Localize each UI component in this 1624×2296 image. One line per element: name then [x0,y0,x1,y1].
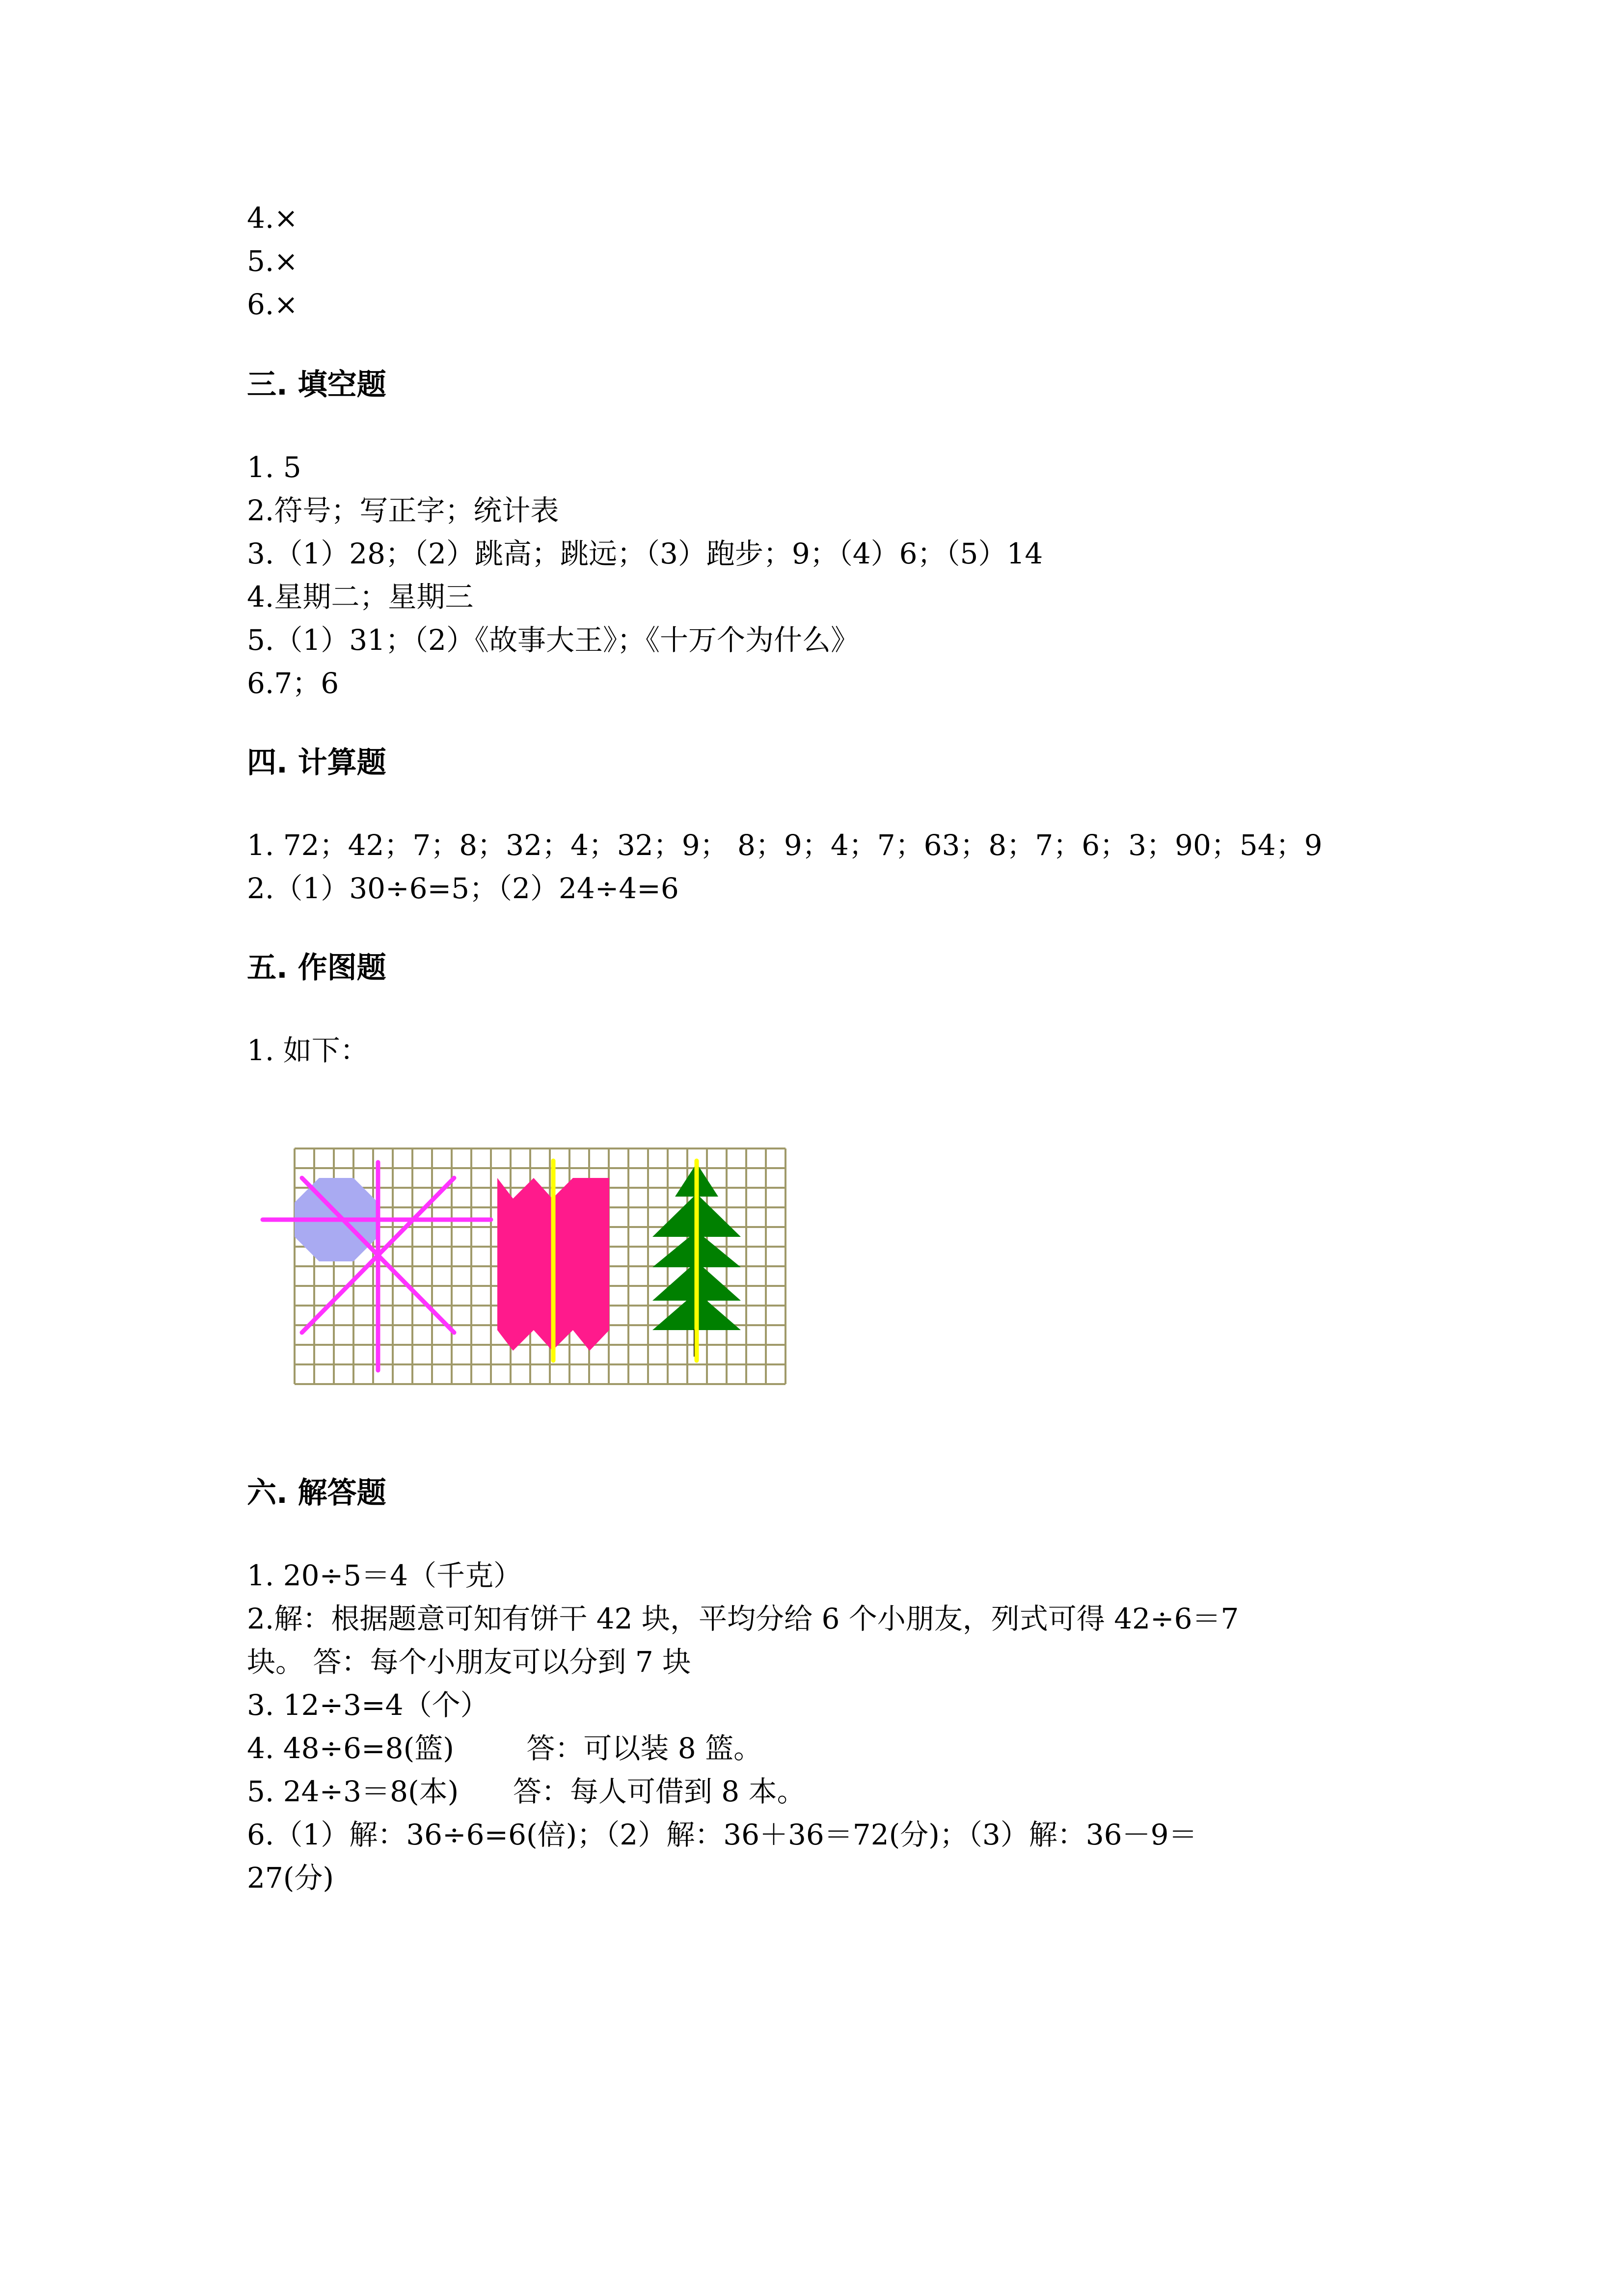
draw-answer-1: 1. 如下： [247,1034,369,1067]
solve-answer-3: 3. 12÷3=4（个） [247,1688,489,1722]
calc-answer-1: 1. 72；42；7；8；32；4；32；9； 8；9；4；7；63；8；7；6；3；90；54；9 [247,828,1323,862]
fill-answer-3: 3.（1）28；（2）跳高；跳远；（3）跑步；9；（4）6；（5）14 [247,537,1043,570]
solve-answer-6-line2: 27(分) [247,1861,334,1895]
section-heading-solve: 六. 解答题 [247,1476,386,1510]
section-heading-draw: 五. 作图题 [247,951,386,985]
solve-answer-4: 4. 48÷6=8(篮) 答：可以装 8 篮。 [247,1732,762,1765]
fill-answer-4: 4.星期二；星期三 [247,580,474,614]
calc-answer-2: 2.（1）30÷6=5；（2）24÷4=6 [247,872,679,905]
fill-answer-2: 2.符号；写正字；统计表 [247,494,559,527]
solve-answer-6-line1: 6.（1）解：36÷6=6(倍)；（2）解：36＋36＝72(分)；（3）解：36－9＝ [247,1818,1197,1851]
judge-answer-4: 4.× [247,201,298,235]
solve-answer-5: 5. 24÷3＝8(本) 答：每人可借到 8 本。 [247,1775,806,1808]
judge-answer-5: 5.× [247,244,298,278]
solve-answer-1: 1. 20÷5＝4（千克） [247,1559,522,1592]
section-heading-fill: 三. 填空题 [247,368,386,402]
solve-answer-2-line2: 块。 答：每个小朋友可以分到 7 块 [247,1645,691,1679]
solve-answer-2-line1: 2.解：根据题意可知有饼干 42 块，平均分给 6 个小朋友，列式可得 42÷6＝7 [247,1602,1239,1635]
fill-answer-6: 6.7；6 [247,667,339,700]
fill-answer-5: 5.（1）31；（2）《故事大王》；《十万个为什么》 [247,623,859,657]
judge-answer-6: 6.× [247,288,298,321]
symmetry-figure [258,1139,788,1394]
fill-answer-1: 1. 5 [247,451,301,484]
section-heading-calc: 四. 计算题 [247,746,386,780]
